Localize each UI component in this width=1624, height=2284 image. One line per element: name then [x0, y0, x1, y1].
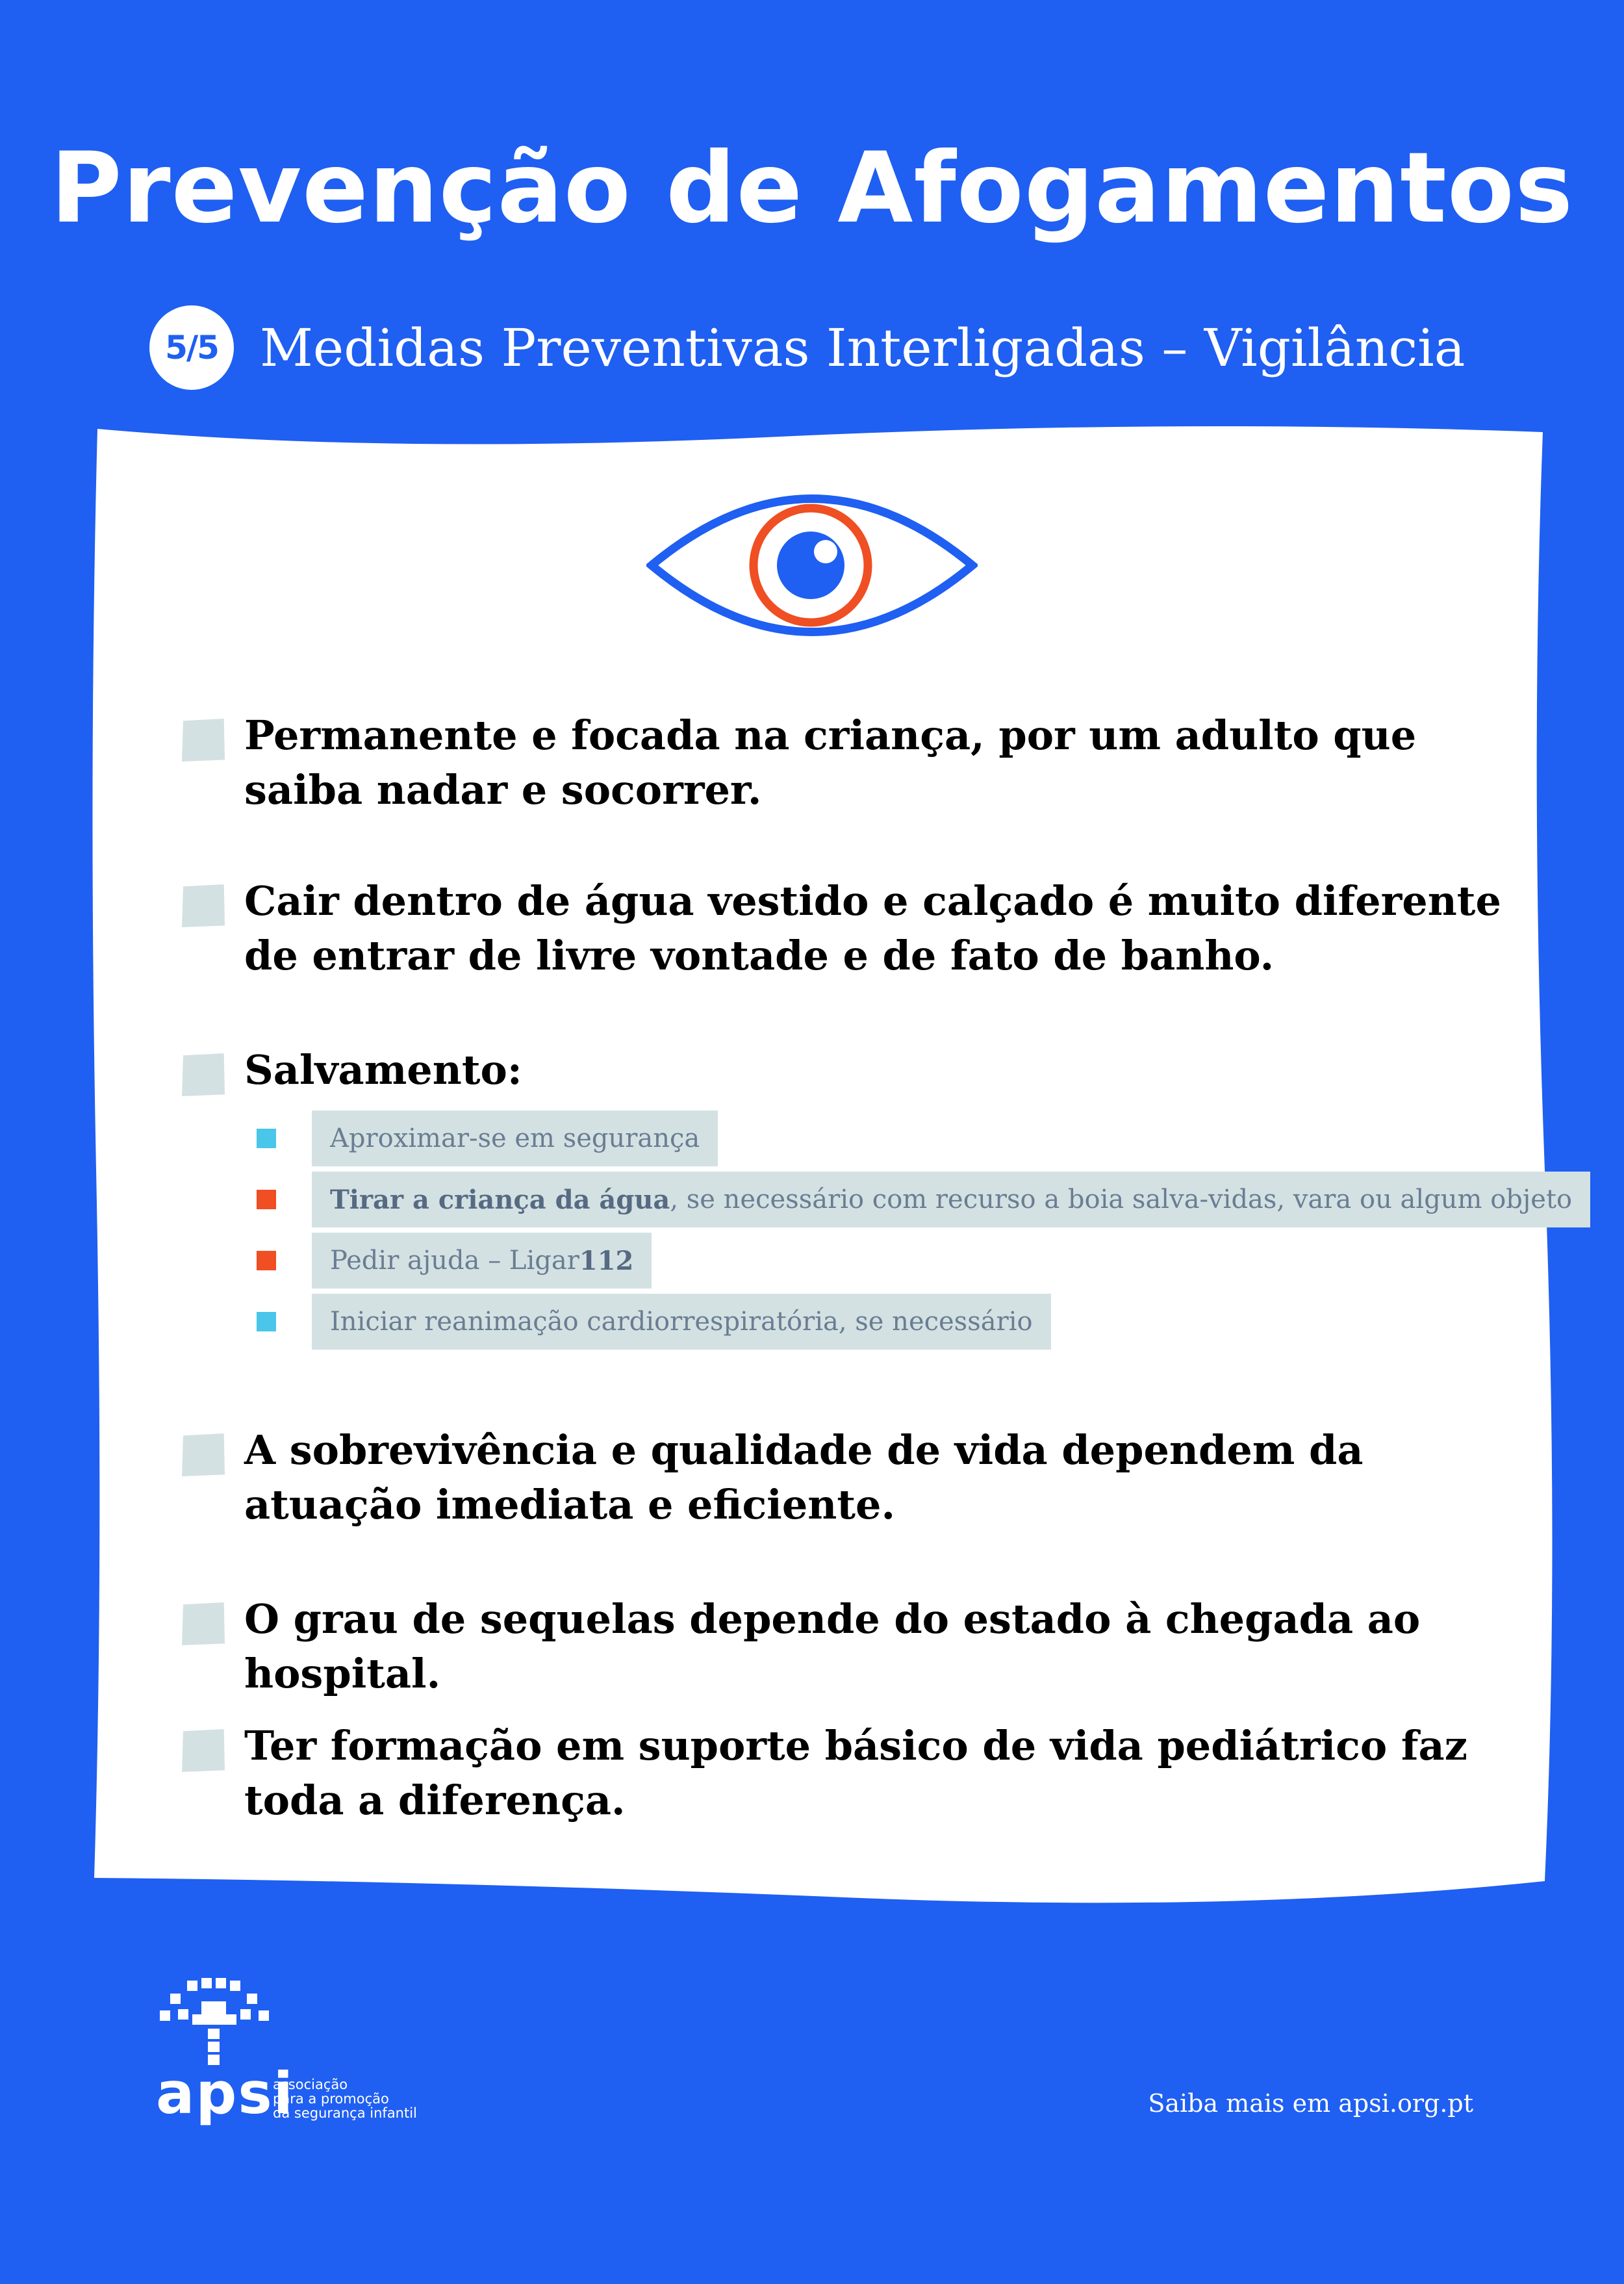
rescue-step: Iniciar reanimação cardiorrespiratória, se necessário [257, 1291, 1590, 1352]
cyan-bullet [257, 1312, 276, 1331]
eye-icon [646, 484, 978, 647]
rescue-step: Pedir ajuda – Ligar 112 [257, 1230, 1590, 1291]
logo-wordmark: apsi [156, 2060, 294, 2127]
rescue-steps [257, 1108, 1590, 1352]
list-item: O grau de sequelas depende do estado à chegada ao hospital. [182, 1592, 1517, 1701]
list-item: Ter formação em suporte básico de vida pediátrico faz toda a diferença. [182, 1719, 1517, 1828]
rescue-step: Tirar a criança da água , se necessário com recurso a boia salva-vidas, vara ou algum objeto [257, 1169, 1590, 1230]
apsi-logo-icon [156, 1975, 273, 2066]
bullet-square [182, 1729, 225, 1772]
subtitle: Medidas Preventivas Interligadas – Vigilância [260, 317, 1465, 378]
bullet-square [182, 884, 225, 927]
cyan-bullet [257, 1129, 276, 1148]
bullet-square [182, 1053, 225, 1096]
bullet-square [182, 1433, 225, 1476]
orange-bullet [257, 1190, 276, 1209]
list-item: Salvamento: [182, 1043, 1517, 1097]
list-item: Permanente e focada na criança, por um adulto que saiba nadar e socorrer. [182, 708, 1517, 817]
logo-tagline: associação para a promoção da segurança infantil [273, 2077, 417, 2121]
footer-link[interactable]: Saiba mais em apsi.org.pt [1148, 2089, 1473, 2118]
step-badge: 5/5 [149, 305, 234, 390]
list-item: Cair dentro de água vestido e calçado é muito diferente de entrar de livre vontade e de fato de banho. [182, 874, 1517, 983]
orange-bullet [257, 1251, 276, 1270]
list-item: A sobrevivência e qualidade de vida dependem da atuação imediata e eficiente. [182, 1423, 1517, 1532]
bullet-square [182, 719, 225, 762]
rescue-step: Aproximar-se em segurança [257, 1108, 1590, 1169]
bullet-square [182, 1602, 225, 1645]
page-title: Prevenção de Afogamentos [50, 132, 1574, 245]
